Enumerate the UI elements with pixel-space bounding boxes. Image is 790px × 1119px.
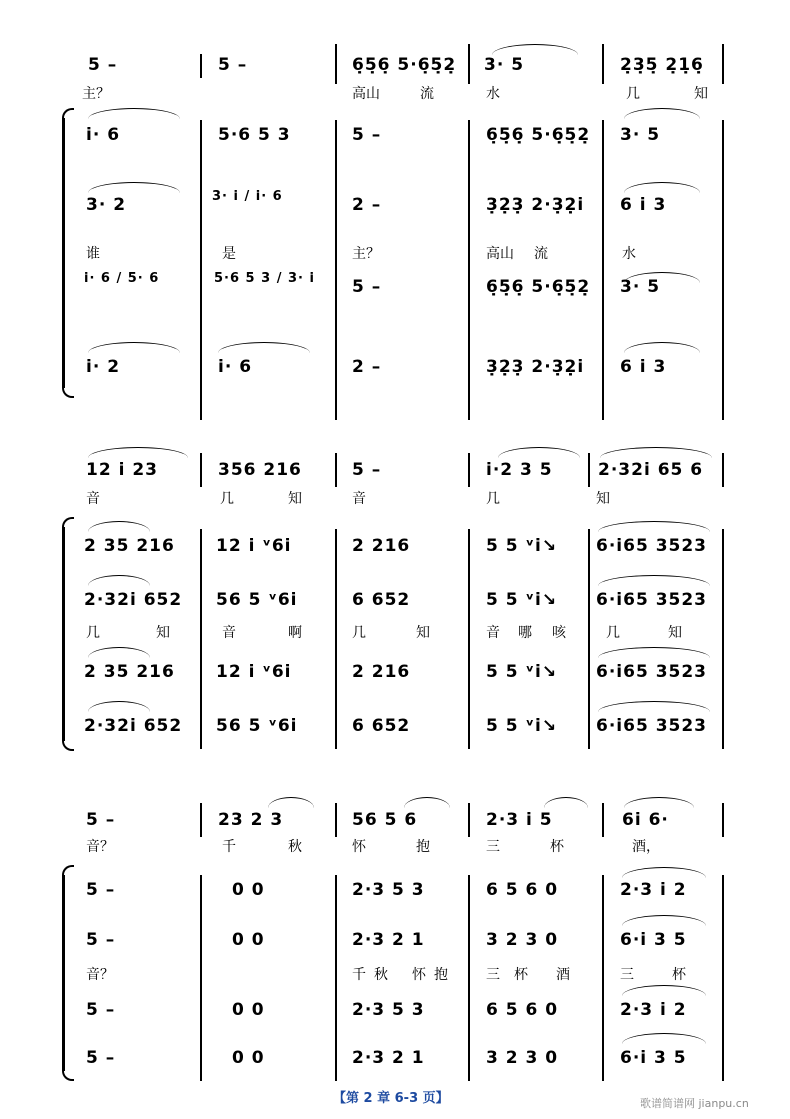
measure-notes: 2·3 2 1 [352,1048,425,1068]
lyrics-row [0,80,790,104]
slur-mark [88,701,150,712]
slur-mark [624,108,700,119]
measure-notes: 56 5 ᵛ6i [216,716,298,736]
barline [200,54,202,78]
measure-notes: 356 216 [218,460,302,480]
lyric-syllable: 几 [352,625,366,641]
measure-notes: 3· 5 [484,55,525,75]
slur-mark [598,521,710,532]
measure-notes: 5 – [86,1048,116,1068]
measure-notes: 2·32i 652 [84,716,183,736]
barline [335,875,337,1081]
lyric-syllable: 杯 [550,839,564,855]
lyric-syllable: 千 [222,839,236,855]
slur-mark [88,182,180,193]
measure-notes: 0 0 [232,930,265,950]
lyrics-row [0,240,790,264]
lyric-syllable: 秋 [288,839,302,855]
measure-notes: 5 – [88,55,118,75]
barline [468,803,470,837]
barline [588,529,590,749]
slur-mark [624,342,700,353]
lyric-syllable: 主？ [352,246,380,262]
measure-notes: 6·i 3 5 [620,930,687,950]
measure-notes: 6·i 3 5 [620,1048,687,1068]
measure-notes: 2 216 [352,662,411,682]
measure-notes: 6̣5̣6̣ 5·6̣5̣2̣ [486,125,591,145]
lyric-syllable: 音 [86,491,100,507]
slur-mark [88,108,180,119]
notation-row [0,529,790,565]
measure-notes: 2·3 i 2 [620,1000,687,1020]
lyric-syllable: 酒 [556,967,570,983]
lyric-syllable: 流 [534,246,548,262]
measure-notes: 2 35 216 [84,662,175,682]
barline [468,529,470,749]
measure-notes: 5 – [352,460,382,480]
barline [468,875,470,1081]
barline [722,803,724,837]
measure-notes: 0 0 [232,1048,265,1068]
slur-mark [600,447,712,458]
measure-notes: 23 2 3 [218,810,284,830]
measure-notes: 2·3 i 5 [486,810,553,830]
measure-notes: 5 5 ᵛi↘ [486,536,558,556]
lyric-syllable: 知 [668,625,682,641]
measure-notes: 12 i ᵛ6i [216,662,292,682]
barline [722,453,724,487]
measure-notes: 2̣3̣5̣ 2̣1̣6̣ [620,55,704,75]
slur-mark [88,647,150,658]
lyric-syllable: 知 [156,625,170,641]
lyric-syllable: 主？ [82,86,110,102]
lyric-syllable: 知 [694,86,708,102]
measure-notes: 3̣2̣3̣ 2·3̣2̣i [486,357,585,377]
measure-notes: 6·i65 3523 [596,716,708,736]
measure-notes: 0 0 [232,1000,265,1020]
page-footer: 【第 2 章 6-3 页】 [333,1091,449,1106]
lyric-syllable: 千秋 [352,967,396,983]
lyric-syllable: 怀抱 [412,967,456,983]
barline [335,803,337,837]
barline [335,529,337,749]
slur-mark [218,342,310,353]
slur-mark [622,1033,706,1044]
measure-notes: 0 0 [232,880,265,900]
measure-notes: 6 5 6 0 [486,880,559,900]
measure-notes: 6 i 3 [620,357,667,377]
notation-row [0,350,790,386]
notation-row [0,993,790,1029]
barline [468,453,470,487]
slur-mark [598,575,710,586]
barline [602,44,604,84]
notation-row [0,709,790,745]
lyric-syllable: 高山 [352,86,380,102]
lyric-syllable: 水 [486,86,500,102]
lyric-syllable: 几 [220,491,234,507]
lyric-syllable: 音？ [86,967,114,983]
slur-mark [88,447,188,458]
measure-notes: 56 5 ᵛ6i [216,590,298,610]
barline [468,44,470,84]
lyric-syllable: 咳 [552,625,566,641]
measure-notes: 6 5 6 0 [486,1000,559,1020]
measure-notes: 3· 5 [620,125,661,145]
measure-notes: 3 2 3 0 [486,1048,559,1068]
measure-notes: 5 – [352,125,382,145]
measure-notes: 12 i 23 [86,460,158,480]
measure-notes: 5 – [218,55,248,75]
measure-notes: i· 6 [218,357,253,377]
barline [335,120,337,420]
measure-notes: 2·3 5 3 [352,880,425,900]
lyric-syllable: 几 [606,625,620,641]
barline [722,120,724,420]
slur-mark [624,797,694,808]
notation-row [0,873,790,909]
lyrics-row [0,833,790,857]
lyric-syllable: 音？ [86,839,114,855]
barline [335,44,337,84]
measure-notes: 2·3 i 2 [620,880,687,900]
barline [722,875,724,1081]
measure-notes: 6 652 [352,590,411,610]
barline [200,875,202,1081]
measure-notes: i· 2 [86,357,121,377]
barline [722,44,724,84]
lyric-syllable: 几 [86,625,100,641]
measure-notes: 6 652 [352,716,411,736]
slur-mark [598,701,710,712]
measure-notes: 5 5 ᵛi↘ [486,590,558,610]
notation-row [0,923,790,959]
barline [200,453,202,487]
measure-notes: 12 i ᵛ6i [216,536,292,556]
barline [200,529,202,749]
lyric-syllable: 啊 [288,625,302,641]
site-watermark: 歌谱简谱网 jianpu.cn [640,1097,749,1110]
slur-mark [88,342,180,353]
lyric-syllable: 知 [596,491,610,507]
measure-notes: 2·32i 65 6 [598,460,704,480]
barline [722,529,724,749]
measure-notes: 3· 2 [86,195,127,215]
slur-mark [622,915,706,926]
lyric-syllable: 音 [486,625,500,641]
measure-notes: i· 6 [86,125,121,145]
lyric-syllable: 三 [620,967,634,983]
measure-notes: 5 – [352,277,382,297]
slur-mark [498,447,580,458]
lyric-syllable: 知 [416,625,430,641]
notation-row [0,1041,790,1077]
notation-row [0,48,790,84]
lyrics-row [0,961,790,985]
lyrics-row [0,485,790,509]
slur-mark [268,797,314,808]
measure-notes: i· 6 / 5· 6 [84,271,160,286]
lyric-syllable: 高山 [486,246,514,262]
measure-notes: 3̣2̣3̣ 2·3̣2̣i [486,195,585,215]
lyrics-row [0,619,790,643]
measure-notes: 6̣5̣6̣ 5·6̣5̣2̣ [352,55,457,75]
lyric-syllable: 三杯 [486,967,542,983]
notation-row [0,118,790,154]
measure-notes: 6·i65 3523 [596,536,708,556]
measure-notes: 2·3 5 3 [352,1000,425,1020]
measure-notes: 5·6 5 3 / 3· i [214,271,315,286]
slur-mark [492,44,578,55]
barline [200,803,202,837]
barline [602,120,604,420]
lyric-syllable: 水 [622,246,636,262]
lyric-syllable: 知 [288,491,302,507]
barline [602,875,604,1081]
barline [602,803,604,837]
measure-notes: 6̣5̣6̣ 5·6̣5̣2̣ [486,277,591,297]
lyric-syllable: 音 [222,625,236,641]
slur-mark [598,647,710,658]
measure-notes: 3· 5 [620,277,661,297]
measure-notes: 6·i65 3523 [596,590,708,610]
barline [200,120,202,420]
notation-row [0,655,790,691]
measure-notes: 3 2 3 0 [486,930,559,950]
lyric-syllable: 怀 [352,839,366,855]
lyric-syllable: 流 [420,86,434,102]
lyric-syllable: 杯 [672,967,686,983]
lyric-syllable: 几 [486,491,500,507]
measure-notes: 6 i 3 [620,195,667,215]
measure-notes: 2 – [352,357,382,377]
notation-row [0,583,790,619]
slur-mark [624,182,700,193]
notation-row [0,188,790,224]
measure-notes: 3· i / i· 6 [212,189,283,204]
lyric-syllable: 几 [626,86,640,102]
measure-notes: 6·i65 3523 [596,662,708,682]
measure-notes: 5 5 ᵛi↘ [486,662,558,682]
measure-notes: 5 5 ᵛi↘ [486,716,558,736]
lyric-syllable: 抱 [416,839,430,855]
lyric-syllable: 谁 [86,246,100,262]
slur-mark [622,985,706,996]
lyric-syllable: 音 [352,491,366,507]
notation-row [0,453,790,489]
measure-notes: 2 35 216 [84,536,175,556]
lyric-syllable: 三 [486,839,500,855]
measure-notes: i·2 3 5 [486,460,553,480]
measure-notes: 5 – [86,1000,116,1020]
measure-notes: 6i 6· [622,810,669,830]
slur-mark [88,521,150,532]
measure-notes: 5·6 5 3 [218,125,291,145]
slur-mark [404,797,450,808]
slur-mark [88,575,150,586]
measure-notes: 5 – [86,810,116,830]
slur-mark [544,797,588,808]
lyric-syllable: 哪 [518,625,532,641]
measure-notes: 2·3 2 1 [352,930,425,950]
lyric-syllable: 酒， [632,839,660,855]
measure-notes: 2 216 [352,536,411,556]
measure-notes: 56 5 6 [352,810,418,830]
measure-notes: 2·32i 652 [84,590,183,610]
barline [468,120,470,420]
barline [588,453,590,487]
barline [335,453,337,487]
measure-notes: 5 – [86,930,116,950]
measure-notes: 2 – [352,195,382,215]
measure-notes: 5 – [86,880,116,900]
lyric-syllable: 是 [222,246,236,262]
slur-mark [622,867,706,878]
